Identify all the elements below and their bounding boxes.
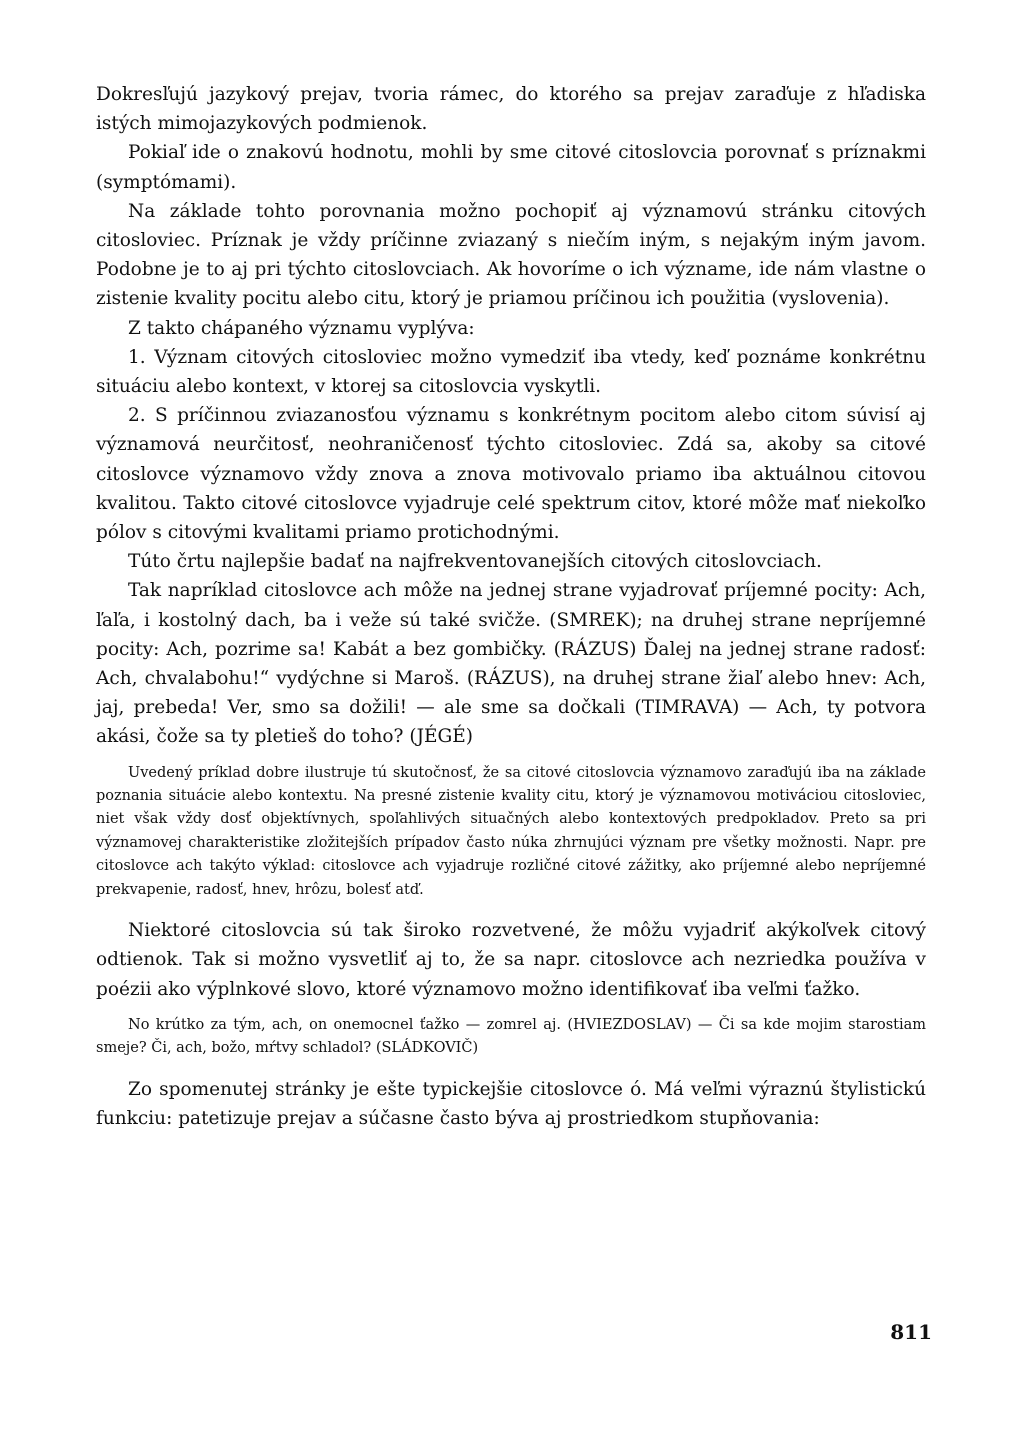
paragraph-7: Túto črtu najlepšie badať na najfrekventovanejších citových citoslovciach. — [128, 551, 822, 573]
page-number: 811 — [890, 1320, 932, 1344]
main-text-2 — [96, 916, 926, 1004]
paragraph-6: 2. S príčinnou zviazanosťou významu s konkrétnym pocitom alebo citom súvisí aj významová neurčitosť, neohraničenosť týchto citosloviec. Zdá sa, akoby sa citové citoslovce významovo vždy znova a znova motivovalo priamo iba aktuálnou citovou kvalitou. Takto citové citoslovce vyjadruje celé spektrum citov, ktoré môže mať niekoľko pólov s citovými kvalitami priamo protichodnými. — [96, 405, 926, 544]
paragraph-2: Pokiaľ ide o znakovú hodnotu, mohli by sme citové citoslovcia porovnať s príznakmi (symptómami). — [96, 142, 926, 193]
paragraph-3: Na základe tohto porovnania možno pochopiť aj významovú stránku citových citosloviec. Príznak je vždy príčinne zviazaný s niečím iným, s nejakým iným javom. Podobne je to aj pri týchto citoslovciach. Ak hovoríme o ich význame, ide nám vlastne o zistenie kvality pocitu alebo citu, ktorý je priamou príčinou ich použitia (vyslovenia). — [96, 200, 926, 310]
paragraph-8: Tak napríklad citoslovce ach môže na jednej strane vyjadrovať príjemné pocity: Ach, ľaľa, i kostolný dach, ba i veže sú také svičže. (SMREK); na druhej strane nepríjemné pocity: Ach, pozrime sa! Kabát a bez gombičky. (RÁZUS) Ďalej na jednej strane radosť: Ach, chvalabohu!“ vydýchne si Maroš. (RÁZUS), na druhej strane žiaľ alebo hnev: Ach, jaj, prebeda! Ver, smo sa dožili! — ale sme sa dočkali (TIMRAVA) — Ach, ty potvora akási, čože sa ty pletieš do toho? (JÉGÉ) — [96, 580, 926, 748]
note-block-2 — [96, 1014, 926, 1061]
note-1: Uvedený príklad dobre ilustruje tú skutočnosť, že sa citové citoslovcia významovo zaraďujú iba na základe poznania situácie alebo kontextu. Na presné zistenie kvality citu, ktorý je významovou motiváciou citosloviec, niet však vždy dosť objektívnych, spoľahlivých situačných alebo kontextových predpokladov. Preto sa pri významovej charakteristike zložitejších prípadov často núka zhrnujúci význam pre všetky možnosti. Napr. pre citoslovce ach takýto výklad: citoslovce ach vyjadruje rozličné citové zážitky, ako príjemné alebo nepríjemné prekvapenie, radosť, hnev, hrôzu, bolesť atď. — [96, 764, 926, 898]
page-content — [96, 80, 926, 1133]
note-2: No krútko za tým, ach, on onemocnel ťažko — zomrel aj. (HVIEZDOSLAV) — Či sa kde mojim starostiam smeje? Či, ach, božo, mŕtvy schladol? (SLÁDKOVIČ) — [96, 1016, 926, 1057]
main-text — [96, 80, 926, 752]
paragraph-5: 1. Význam citových citosloviec možno vymedziť iba vtedy, keď poznáme konkrétnu situáciu alebo kontext, v ktorej sa citoslovcia vyskytli. — [96, 346, 926, 398]
paragraph-1: Dokresľujú jazykový prejav, tvoria rámec, do ktorého sa prejav zaraďuje z hľadiska istých mimojazykových podmienok. — [96, 84, 926, 135]
paragraph-9: Niektoré citoslovcia sú tak široko rozvetvené, že môžu vyjadriť akýkoľvek citový odtienok. Tak si možno vysvetliť aj to, že sa napr. citoslovce ach nezriedka používa v poézii ako výplnkové slovo, ktoré významovo možno identifikovať iba veľmi ťažko. — [96, 920, 926, 1000]
paragraph-4: Z takto chápaného významu vyplýva: — [128, 317, 475, 339]
paragraph-10: Zo spomenutej stránky je ešte typickejšie citoslovce ó. Má veľmi výraznú štylistickú funkciu: patetizuje prejav a súčasne často býva aj prostriedkom stupňovania: — [96, 1078, 926, 1129]
note-block-1 — [96, 762, 926, 902]
main-text-3 — [96, 1075, 926, 1133]
